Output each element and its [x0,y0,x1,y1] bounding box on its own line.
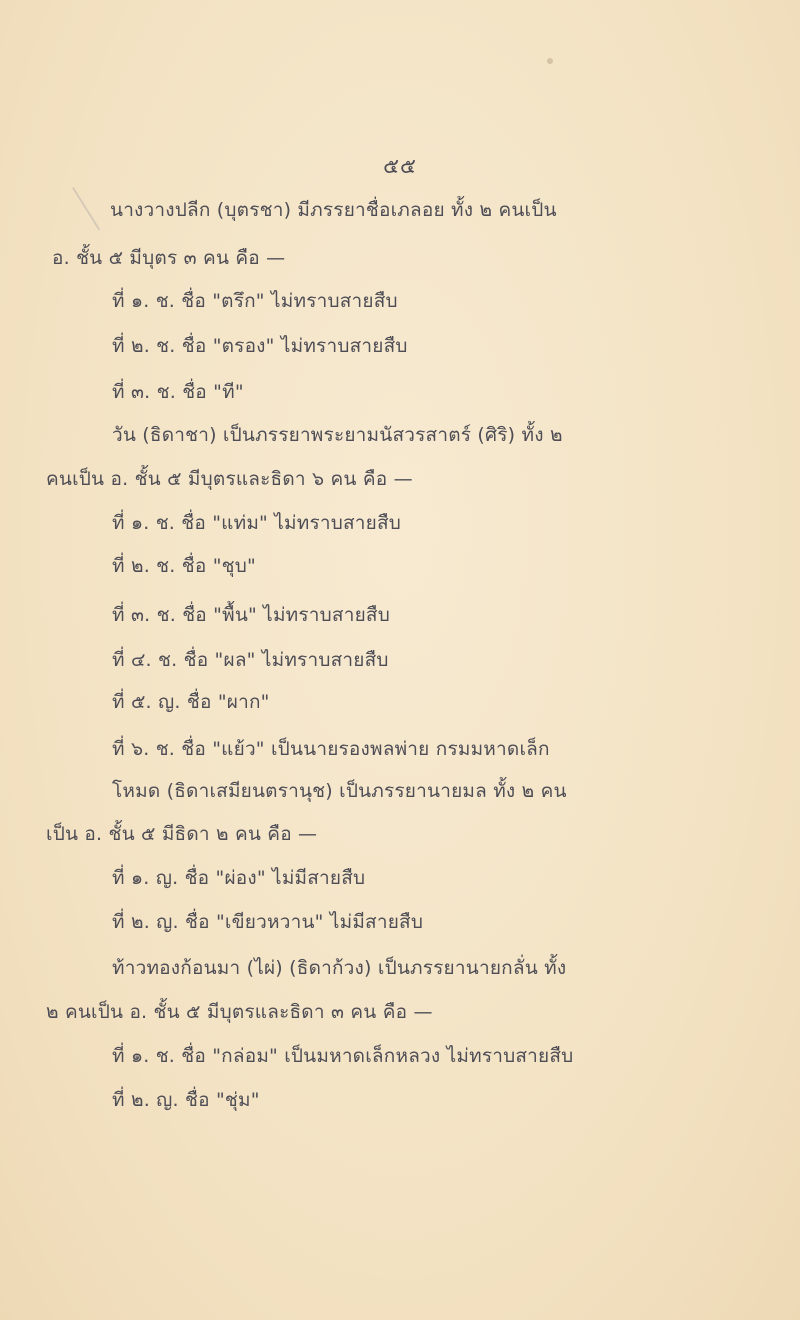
text-line: ที่ ๒. ญ. ชื่อ "ชุ่ม" [112,1089,260,1111]
text-line: ที่ ๓. ช. ชื่อ "ที" [112,381,244,403]
text-line: ที่ ๒. ญ. ชื่อ "เขียวหวาน" ไม่มีสายสืบ [112,911,424,933]
text-line: ที่ ๑. ช. ชื่อ "กล่อม" เป็นมหาดเล็กหลวง ไม่ทราบสายสืบ [112,1045,574,1067]
text-line: คนเป็น อ. ชั้น ๕ มีบุตรและธิดา ๖ คน คือ — [46,468,413,490]
ink-smudge [547,58,553,64]
text-line: ที่ ๑. ญ. ชื่อ "ผ่อง" ไม่มีสายสืบ [112,867,366,889]
text-line: เป็น อ. ชั้น ๕ มีธิดา ๒ คน คือ — [46,823,318,845]
pencil-mark [72,187,100,230]
text-line: ท้าวทองก้อนมา (ไผ่) (ธิดาก้วง) เป็นภรรยานายกลั่น ทั้ง [112,957,567,979]
text-line: ที่ ๓. ช. ชื่อ "พื้น" ไม่ทราบสายสืบ [112,604,390,626]
text-line: ๒ คนเป็น อ. ชั้น ๕ มีบุตรและธิดา ๓ คน คือ — [46,1001,433,1023]
text-line: ที่ ๕. ญ. ชื่อ "ผาก" [112,691,270,713]
text-line: ที่ ๖. ช. ชื่อ "แย้ว" เป็นนายรองพลพ่าย กรมมหาดเล็ก [112,738,550,760]
text-line: ที่ ๑. ช. ชื่อ "ตรึก" ไม่ทราบสายสืบ [112,290,398,312]
text-line: ที่ ๒. ช. ชื่อ "ตรอง" ไม่ทราบสายสืบ [112,335,408,357]
page-number: ๕๕ [383,154,417,178]
text-line: ที่ ๒. ช. ชื่อ "ชุบ" [112,555,256,577]
text-line: ที่ ๑. ช. ชื่อ "แท่ม" ไม่ทราบสายสืบ [112,512,402,534]
text-line: ที่ ๔. ช. ชื่อ "ผล" ไม่ทราบสายสืบ [112,649,389,671]
text-line: อ. ชั้น ๕ มีบุตร ๓ คน คือ — [52,247,286,269]
text-line: โหมด (ธิดาเสมียนตรานุช) เป็นภรรยานายมล ทั้ง ๒ คน [112,780,567,802]
text-line: นางวางปลีก (บุตรชา) มีภรรยาชื่อเภลอย ทั้ง ๒ คนเป็น [110,199,557,221]
text-line: วัน (ธิดาชา) เป็นภรรยาพระยามนัสวรสาตร์ (ศิริ) ทั้ง ๒ [112,424,563,446]
